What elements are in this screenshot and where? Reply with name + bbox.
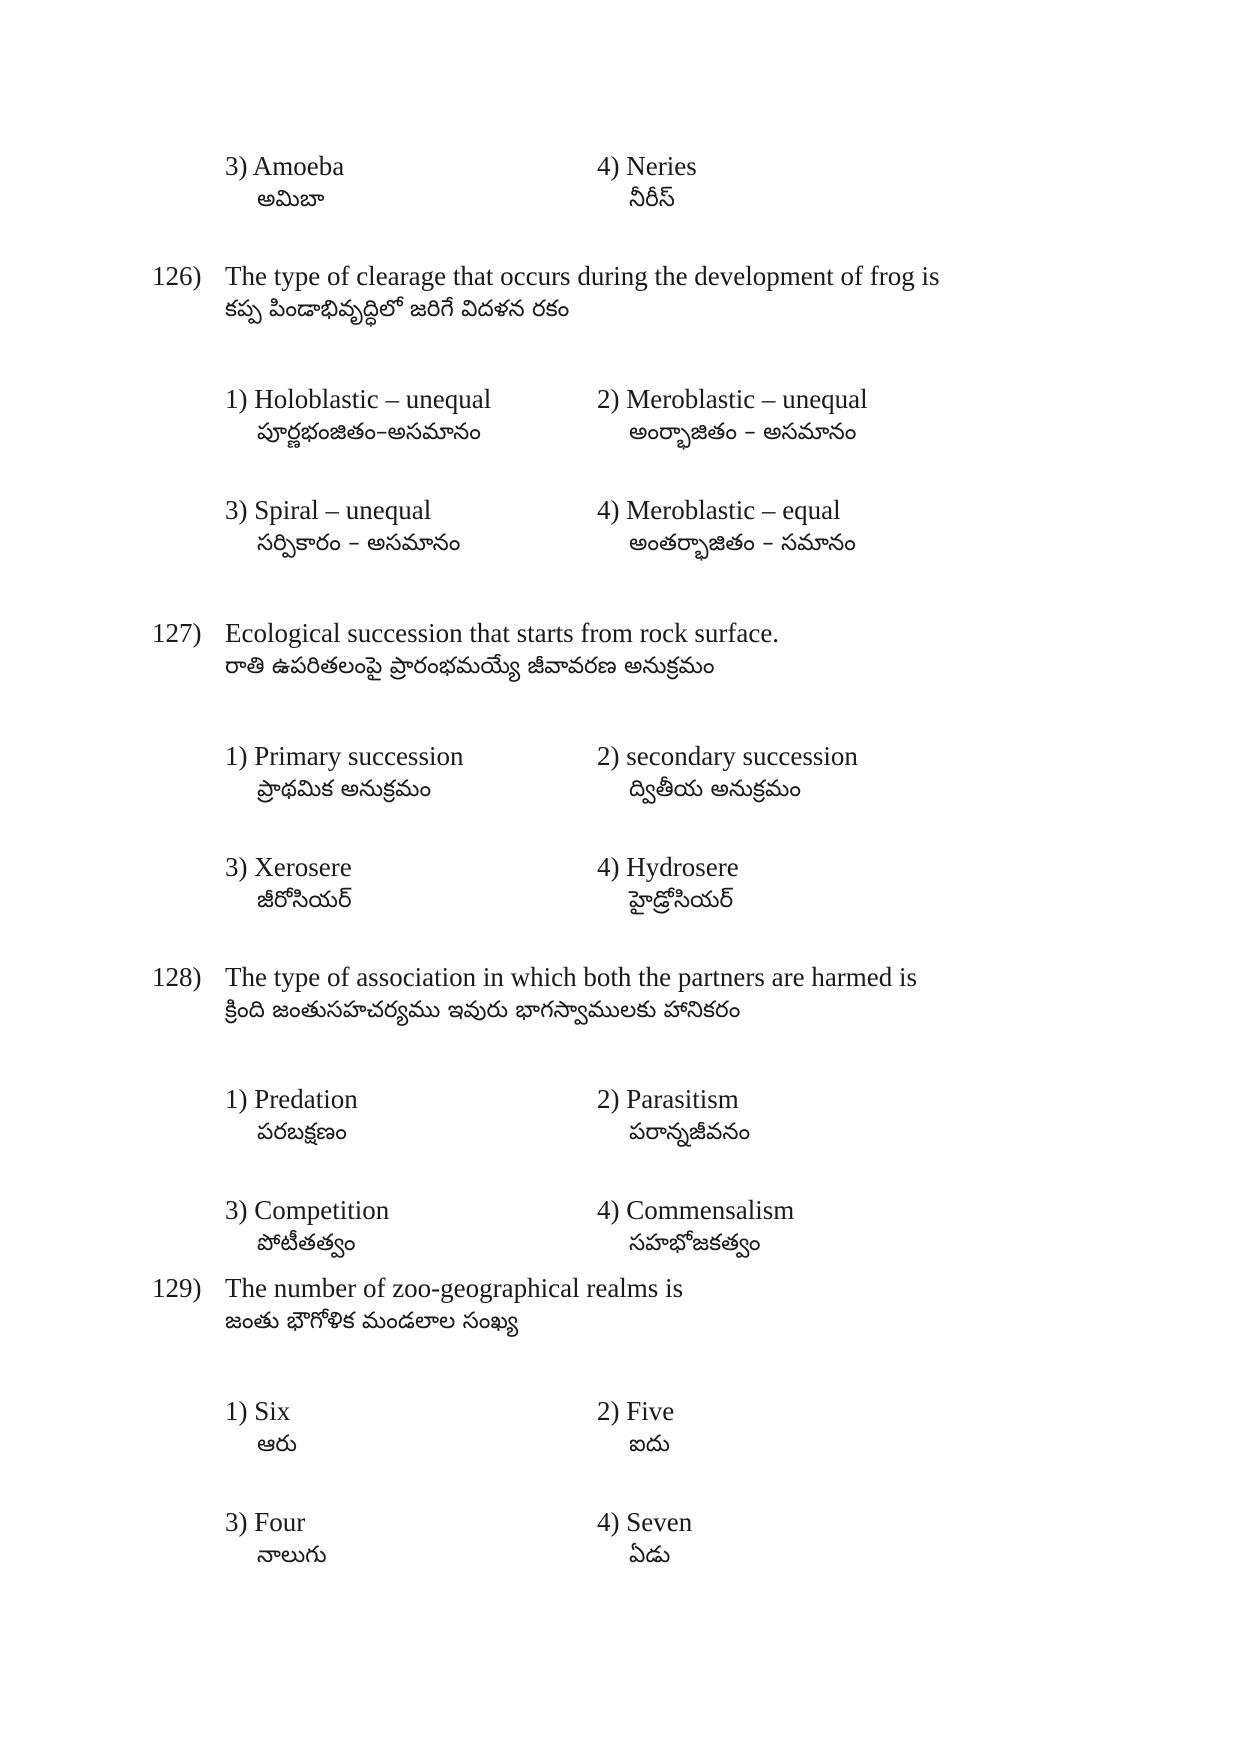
option-q127-4[interactable] <box>597 851 739 917</box>
option-text-en: 1) Primary succession <box>225 741 464 771</box>
option-text-te: ఆరు <box>257 1431 297 1457</box>
option-text-te: పరబక్షణం <box>257 1119 347 1145</box>
option-q128-3[interactable] <box>225 1194 389 1260</box>
option-q129-2[interactable] <box>597 1395 674 1461</box>
option-text-en: 2) Meroblastic – unequal <box>597 384 868 414</box>
question-text <box>225 260 940 326</box>
option-text-te: అంర్భాజితం – అసమానం <box>629 419 857 445</box>
option-text-te: హైడ్రోసియర్ <box>629 887 734 913</box>
question-number: 129) <box>152 1273 202 1303</box>
question-text <box>225 1272 683 1338</box>
question-text-en: Ecological succession that starts from rock surface. <box>225 618 780 648</box>
option-text-en: 1) Holoblastic – unequal <box>225 384 492 414</box>
option-text-te: జీరోసియర్ <box>257 887 352 913</box>
option-text-te: సహభోజకత్వం <box>629 1230 761 1256</box>
option-text-en: 4) Neries <box>597 151 697 181</box>
question-text-en: The type of association in which both the partners are harmed is <box>225 962 918 992</box>
option-text-te: ప్రాథమిక అనుక్రమం <box>257 776 432 802</box>
question-text-en: The type of clearage that occurs during the development of frog is <box>225 261 940 291</box>
option-q129-1[interactable] <box>225 1395 297 1461</box>
question-text <box>225 961 917 1027</box>
option-q125-3[interactable] <box>225 150 344 216</box>
question-number: 128) <box>152 962 202 992</box>
option-q125-4[interactable] <box>597 150 697 216</box>
option-q128-1[interactable] <box>225 1083 358 1149</box>
option-text-en: 3) Amoeba <box>225 151 345 181</box>
option-text-te: ద్వితీయ అనుక్రమం <box>629 776 801 802</box>
question-text-en: The number of zoo-geographical realms is <box>225 1273 684 1303</box>
question-number: 126) <box>152 261 202 291</box>
option-q126-1[interactable] <box>225 383 491 449</box>
option-q128-2[interactable] <box>597 1083 750 1149</box>
question-number: 127) <box>152 618 202 648</box>
option-text-en: 3) Xerosere <box>225 852 352 882</box>
option-q128-4[interactable] <box>597 1194 794 1260</box>
option-q127-3[interactable] <box>225 851 352 917</box>
option-text-en: 3) Competition <box>225 1195 390 1225</box>
option-text-te: పోటీతత్వం <box>257 1230 356 1256</box>
option-text-en: 4) Seven <box>597 1507 693 1537</box>
option-text-en: 3) Four <box>225 1507 306 1537</box>
option-text-en: 2) secondary succession <box>597 741 858 771</box>
question-text-te: క్రింది జంతుసహచర్యము ఇవురు భాగస్వాములకు హానికరం <box>225 997 741 1023</box>
option-text-te: అమిబా <box>257 186 325 212</box>
option-text-en: 2) Five <box>597 1396 675 1426</box>
option-text-te: సర్పికారం – అసమానం <box>257 530 461 556</box>
option-text-en: 3) Spiral – unequal <box>225 495 432 525</box>
question-text <box>225 617 779 683</box>
option-q129-4[interactable] <box>597 1506 692 1572</box>
option-text-en: 4) Commensalism <box>597 1195 795 1225</box>
option-text-te: అంతర్భాజితం – సమానం <box>629 530 856 556</box>
option-q129-3[interactable] <box>225 1506 327 1572</box>
option-q127-2[interactable] <box>597 740 858 806</box>
option-text-te: నీరీస్ <box>629 186 675 212</box>
question-text-te: రాతి ఉపరితలంపై ప్రారంభమయ్యే జీవావరణ అనుక్రమం <box>225 653 715 679</box>
option-text-te: పరాన్నజీవనం <box>629 1119 751 1145</box>
option-text-en: 4) Meroblastic – equal <box>597 495 841 525</box>
option-text-te: పూర్ణభంజితం–అసమానం <box>257 419 481 445</box>
option-q127-1[interactable] <box>225 740 463 806</box>
option-text-en: 1) Six <box>225 1396 291 1426</box>
option-text-en: 4) Hydrosere <box>597 852 739 882</box>
option-text-te: ఏడు <box>629 1542 671 1568</box>
option-q126-4[interactable] <box>597 494 856 560</box>
question-text-te: కప్ప పిండాభివృద్ధిలో జరిగే విదళన రకం <box>225 296 570 322</box>
option-text-en: 1) Predation <box>225 1084 358 1114</box>
option-q126-3[interactable] <box>225 494 460 560</box>
option-text-te: నాలుగు <box>257 1542 327 1568</box>
option-q126-2[interactable] <box>597 383 868 449</box>
option-text-te: ఐదు <box>629 1431 670 1457</box>
option-text-en: 2) Parasitism <box>597 1084 739 1114</box>
question-text-te: జంతు భౌగోళిక మండలాల సంఖ్య <box>225 1308 519 1334</box>
